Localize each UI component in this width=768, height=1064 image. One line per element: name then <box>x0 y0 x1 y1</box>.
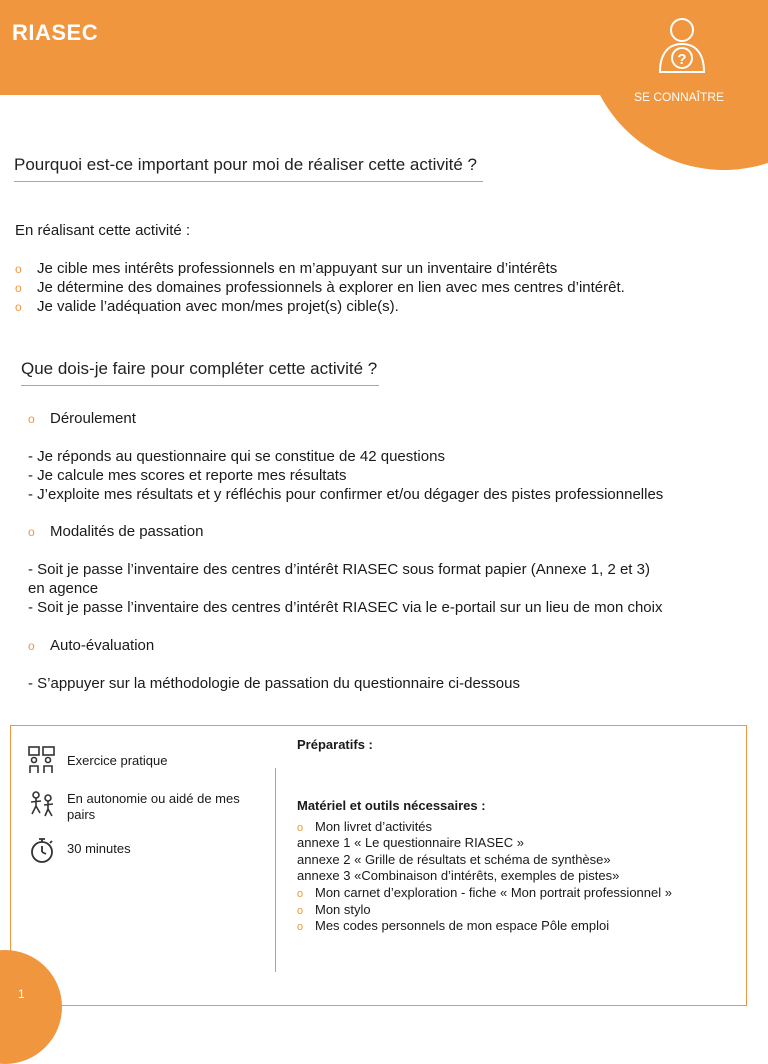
step-line: - Je réponds au questionnaire qui se constitue de 42 questions <box>28 448 445 465</box>
circle-bullet-icon: o <box>28 639 35 653</box>
materiel-item: annexe 3 «Combinaison d’intérêts, exemples de pistes» <box>297 868 620 883</box>
materiel-item: o Mon stylo <box>297 902 371 917</box>
preparatifs-label: Préparatifs : <box>297 737 373 752</box>
step-line: - J’exploite mes résultats et y réfléchis pour confirmer et/ou dégager des pistes professionnelles <box>28 486 664 503</box>
info-autonomy-text: En autonomie ou aidé de mes pairs <box>67 791 240 822</box>
modalite-line: en agence <box>28 580 99 597</box>
section-heading-why: Pourquoi est-ce important pour moi de réaliser cette activité ? <box>14 155 483 182</box>
auto-line: - S’appuyer sur la méthodologie de passation du questionnaire ci-dessous <box>28 675 520 692</box>
modalite-line: - Soit je passe l’inventaire des centres d’intérêt RIASEC via le e-portail sur un lieu de mon choix <box>28 599 663 616</box>
svg-text:?: ? <box>677 51 687 68</box>
divider <box>275 768 276 972</box>
materiel-item: o Mon carnet d’exploration - fiche « Mon portrait professionnel » <box>297 885 672 900</box>
circle-bullet-icon: o <box>297 888 304 900</box>
circle-bullet-icon: o <box>297 921 304 933</box>
step-line: - Je calcule mes scores et reporte mes résultats <box>28 467 347 484</box>
circle-bullet-icon: o <box>15 262 22 276</box>
intro-text: En réalisant cette activité : <box>15 222 191 239</box>
info-exercise-text: Exercice pratique <box>67 753 168 768</box>
circle-bullet-icon: o <box>15 281 22 295</box>
subsection-title-modalites: o Modalités de passation <box>28 523 204 540</box>
list-item: o Je cible mes intérêts professionnels en m’appuyant sur un inventaire d’intérêts <box>15 260 558 277</box>
category-label: SE CONNAÎTRE <box>633 90 724 104</box>
subsection-title-deroulement: o Déroulement <box>28 410 136 427</box>
person-question-icon <box>656 16 708 79</box>
materiel-item: annexe 2 « Grille de résultats et schéma de synthèse» <box>297 852 611 867</box>
circle-bullet-icon: o <box>15 300 22 314</box>
autonomy-icon <box>27 790 57 823</box>
circle-bullet-icon: o <box>28 412 35 426</box>
info-duration-text: 30 minutes <box>67 841 131 856</box>
materiel-label: Matériel et outils nécessaires : <box>297 798 486 813</box>
circle-bullet-icon: o <box>297 905 304 917</box>
page-number: 1 <box>18 987 25 1001</box>
circle-bullet-icon: o <box>28 525 35 539</box>
list-item: o Je valide l’adéquation avec mon/mes projet(s) cible(s). <box>15 298 399 315</box>
materiel-item: o Mon livret d’activités <box>297 819 433 834</box>
list-item: o Je détermine des domaines professionnels à explorer en lien avec mes centres d’intérêt. <box>15 279 625 296</box>
section-heading-how: Que dois-je faire pour compléter cette activité ? <box>21 359 379 386</box>
page-title: RIASEC <box>12 20 99 45</box>
modalite-line: - Soit je passe l’inventaire des centres d’intérêt RIASEC sous format papier (Annexe 1, 2 et 3) <box>28 561 650 578</box>
circle-bullet-icon: o <box>297 822 304 834</box>
subsection-title-auto: o Auto-évaluation <box>28 637 155 654</box>
materiel-item: o Mes codes personnels de mon espace Pôle emploi <box>297 918 610 933</box>
exercise-icon <box>27 745 57 780</box>
stopwatch-icon <box>29 836 55 869</box>
materiel-item: annexe 1 « Le questionnaire RIASEC » <box>297 835 524 850</box>
